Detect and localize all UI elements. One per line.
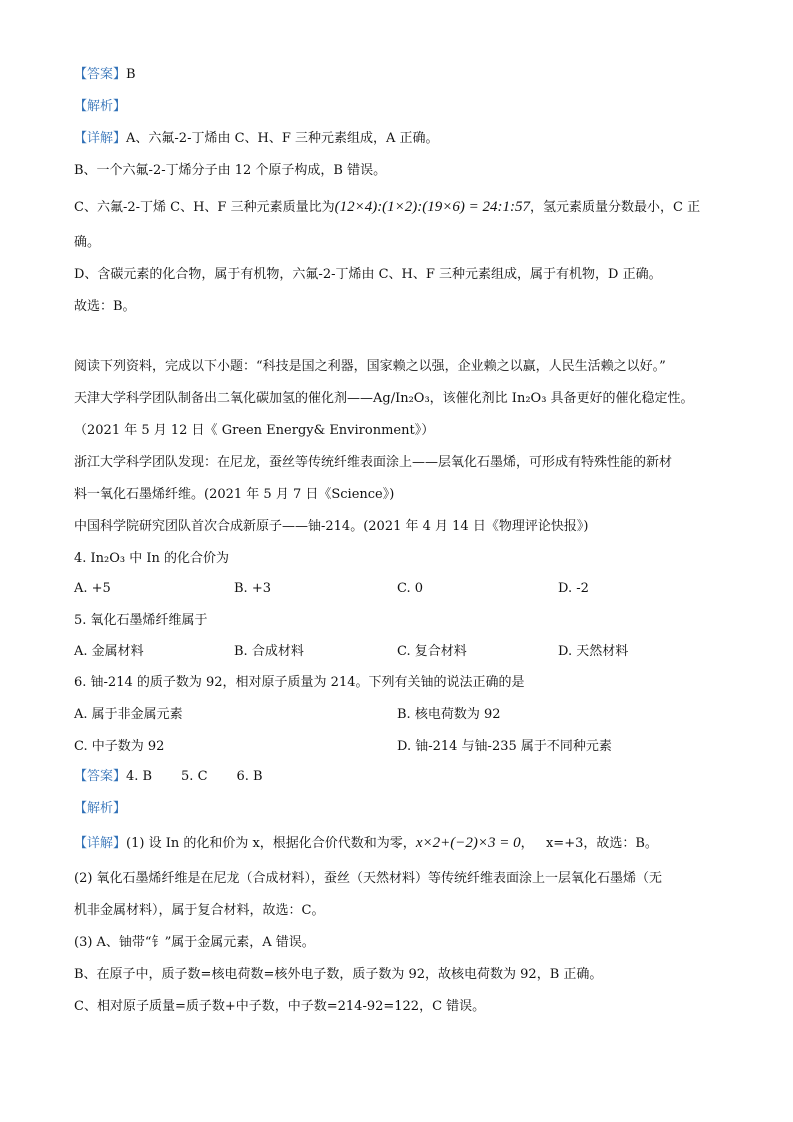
- mass-ratio-formula: (12×4):(1×2):(19×6) = 24:1:57: [334, 199, 531, 215]
- question-6-option-d: D. 铀-214 与铀-235 属于不同种元素: [397, 739, 612, 754]
- detail-line: [74, 198, 700, 217]
- detail-line: [74, 834, 658, 853]
- question-5-option-a: A. 金属材料: [74, 644, 144, 659]
- detail-line: C、相对原子质量=质子数+中子数，中子数=214-92=122，C 错误。: [74, 999, 486, 1014]
- question-5-option-c: C. 复合材料: [397, 644, 467, 659]
- answer-tag: 【答案】: [74, 67, 127, 82]
- valence-equation: x×2+(−2)×3 = 0: [415, 835, 521, 851]
- detail-line: D、含碳元素的化合物，属于有机物，六氟-2-丁烯由 C、H、F 三种元素组成，属于有机物，D 正确。: [74, 267, 662, 282]
- question-4-option-a: A. +5: [74, 581, 111, 596]
- detail-text: C、六氟-2-丁烯 C、H、F 三种元素质量比为: [74, 200, 335, 215]
- detail-line: [74, 130, 439, 148]
- question-6-stem: 6. 铀-214 的质子数为 92，相对原子质量为 214。下列有关铀的说法正确的是: [74, 675, 525, 690]
- detail-line: B、一个六氟-2-丁烯分子由 12 个原子构成，B 错误。: [74, 163, 387, 178]
- detail-line: 故选：B。: [74, 299, 136, 314]
- passage-line: 阅读下列资料，完成以下小题：“科技是国之利器，国家赖之以强，企业赖之以赢，人民生活赖之以好。”: [74, 359, 666, 374]
- detail-line: (3) A、铀带“钅”属于金属元素，A 错误。: [74, 935, 315, 950]
- detail-text: ， x=+3，故选：B。: [520, 836, 658, 851]
- analysis-tag: 【解析】: [74, 801, 127, 816]
- question-5-stem: 5. 氧化石墨烯纤维属于: [74, 613, 208, 628]
- question-5-option-d: D. 天然材料: [558, 644, 629, 659]
- passage-line: 浙江大学科学团队发现：在尼龙，蚕丝等传统纤维表面涂上——层氧化石墨烯，可形成有特殊性能的新材: [74, 455, 673, 470]
- detail-line: 确。: [74, 235, 101, 250]
- detail-tag: 【详解】: [74, 836, 127, 851]
- detail-line: (2) 氧化石墨烯纤维是在尼龙（合成材料），蚕丝（天然材料）等传统纤维表面涂上一层氧化石墨烯（无: [74, 871, 663, 886]
- detail-text: (1) 设 In 的化和价为 x，根据化合价代数和为零，: [126, 836, 416, 851]
- analysis-tag: 【解析】: [74, 99, 127, 114]
- answer-line-2: [74, 768, 263, 786]
- detail-text: ，氢元素质量分数最小，C 正: [530, 200, 701, 215]
- question-4-stem: 4. In₂O₃ 中 In 的化合价为: [74, 551, 230, 566]
- question-4-option-d: D. -2: [558, 581, 589, 596]
- question-6-option-a: A. 属于非金属元素: [74, 707, 183, 722]
- detail-tag: 【详解】: [74, 131, 127, 146]
- detail-line: 机非金属材料），属于复合材料，故选：C。: [74, 903, 325, 918]
- question-6-option-c: C. 中子数为 92: [74, 739, 165, 754]
- question-6-option-b: B. 核电荷数为 92: [397, 707, 501, 722]
- question-4-option-b: B. +3: [234, 581, 271, 596]
- answer-line-1: [74, 66, 136, 84]
- question-5-option-b: B. 合成材料: [234, 644, 304, 659]
- answer-value: 4. B 5. C 6. B: [126, 769, 263, 784]
- passage-line: 天津大学科学团队制备出二氧化碳加氢的催化剂——Ag/In₂O₃，该催化剂比 In₂O₃ 具备更好的催化稳定性。: [74, 391, 694, 406]
- passage-line: （2021 年 5 月 12 日《 Green Energy& Environment》）: [74, 423, 435, 438]
- answer-value: B: [126, 67, 136, 82]
- passage-line: 料一氧化石墨烯纤维。(2021 年 5 月 7 日《Science》): [74, 487, 395, 502]
- passage-line: 中国科学院研究团队首次合成新原子——铀-214。(2021 年 4 月 14 日《物理评论快报》): [74, 519, 589, 534]
- detail-line: B、在原子中，质子数=核电荷数=核外电子数，质子数为 92，故核电荷数为 92，B 正确。: [74, 967, 603, 982]
- detail-text: A、六氟-2-丁烯由 C、H、F 三种元素组成，A 正确。: [126, 131, 439, 146]
- question-4-option-c: C. 0: [397, 581, 424, 596]
- answer-tag: 【答案】: [74, 769, 127, 784]
